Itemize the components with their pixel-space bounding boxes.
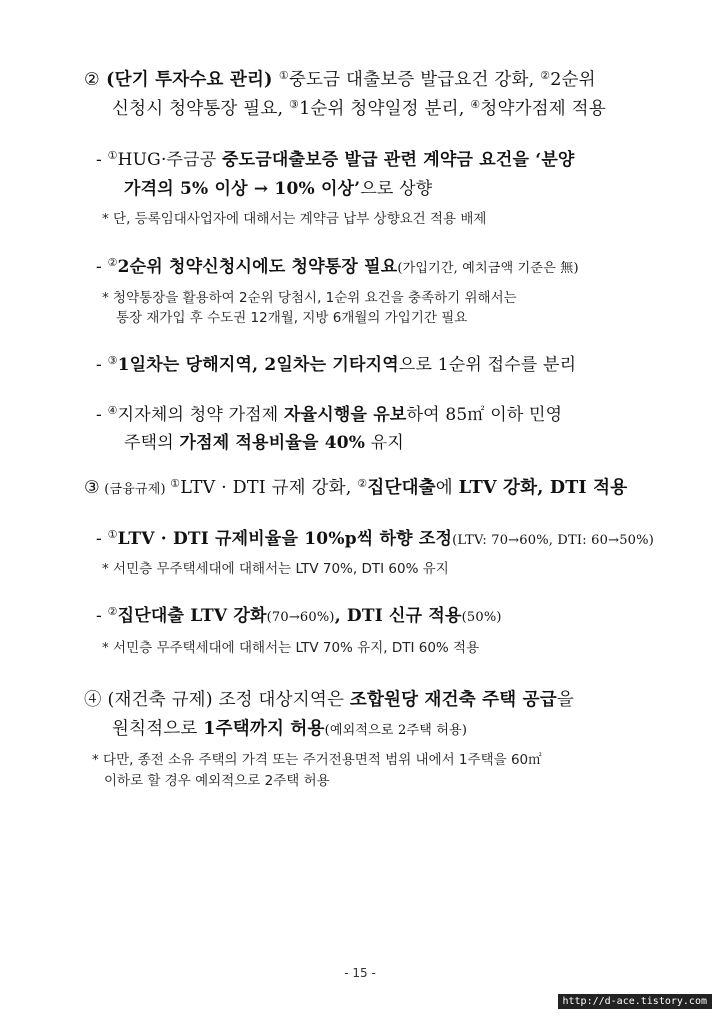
page-number: - 15 - [344, 966, 376, 980]
sec2-item4-line2: 주택의 가점제 적용비율을 40% 유지 [124, 433, 404, 453]
sec2-item1-line1: - ①HUG·주금공 중도금대출보증 발급 관련 계약금 요건을 ‘분양 [96, 149, 575, 170]
sec3-note1: * 서민층 무주택세대에 대해서는 LTV 70%, DTI 60% 유지 [102, 561, 449, 577]
sec2-item4-line1: - ④지자체의 청약 가점제 자율시행을 유보하여 85㎡ 이하 민영 [96, 404, 563, 425]
watermark: http://d-ace.tistory.com [558, 994, 713, 1009]
sec4-heading-line1: ④ (재건축 규제) 조정 대상지역은 조합원당 재건축 주택 공급을 [84, 690, 574, 710]
sec2-item2: - ②2순위 청약신청시에도 청약통장 필요(가입기간, 예치금액 기준은 無) [96, 256, 579, 277]
sec2-item1-line2: 가격의 5% 이상 → 10% 이상’으로 상향 [124, 179, 433, 199]
sec2-note2-line2: 통장 재가입 후 수도권 12개월, 지방 6개월의 가입기간 필요 [116, 310, 468, 326]
sec4-heading-line2: 원칙적으로 1주택까지 허용(예외적으로 2주택 허용) [112, 719, 468, 739]
section-number: ④ [84, 690, 102, 710]
sec4-note-line1: * 다만, 종전 소유 주택의 가격 또는 주거전용면적 범위 내에서 1주택을 60㎡ [92, 752, 542, 768]
sec2-note2-line1: * 청약통장을 활용하여 2순위 당첨시, 1순위 요건을 충족하기 위해서는 [102, 290, 517, 306]
sec4-note-line2: 이하로 할 경우 예외적으로 2주택 허용 [104, 773, 330, 789]
sec2-heading-line1: ② (단기 투자수요 관리) ①중도금 대출보증 발급요건 강화, ②2순위 [84, 69, 596, 90]
sec2-note1: * 단, 등록임대사업자에 대해서는 계약금 납부 상향요건 적용 배제 [102, 211, 487, 227]
section-number: ② [84, 70, 100, 90]
sec2-heading-line2: 신청시 청약통장 필요, ③1순위 청약일정 분리, ④청약가점제 적용 [112, 98, 606, 119]
sec3-item2: - ②집단대출 LTV 강화(70→60%), DTI 신규 적용(50%) [96, 605, 502, 626]
sec2-item3: - ③1일차는 당해지역, 2일차는 기타지역으로 1순위 접수를 분리 [96, 354, 577, 375]
sec3-note2: * 서민층 무주택세대에 대해서는 LTV 70% 유지, DTI 60% 적용 [102, 640, 480, 656]
section-number: ③ [84, 478, 100, 498]
sec3-heading: ③ (금융규제) ①LTV · DTI 규제 강화, ②집단대출에 LTV 강화, DTI 적용 [84, 477, 628, 498]
sec3-item1: - ①LTV · DTI 규제비율을 10%p씩 하향 조정(LTV: 70→60%, DTI: 60→50%) [96, 528, 654, 549]
